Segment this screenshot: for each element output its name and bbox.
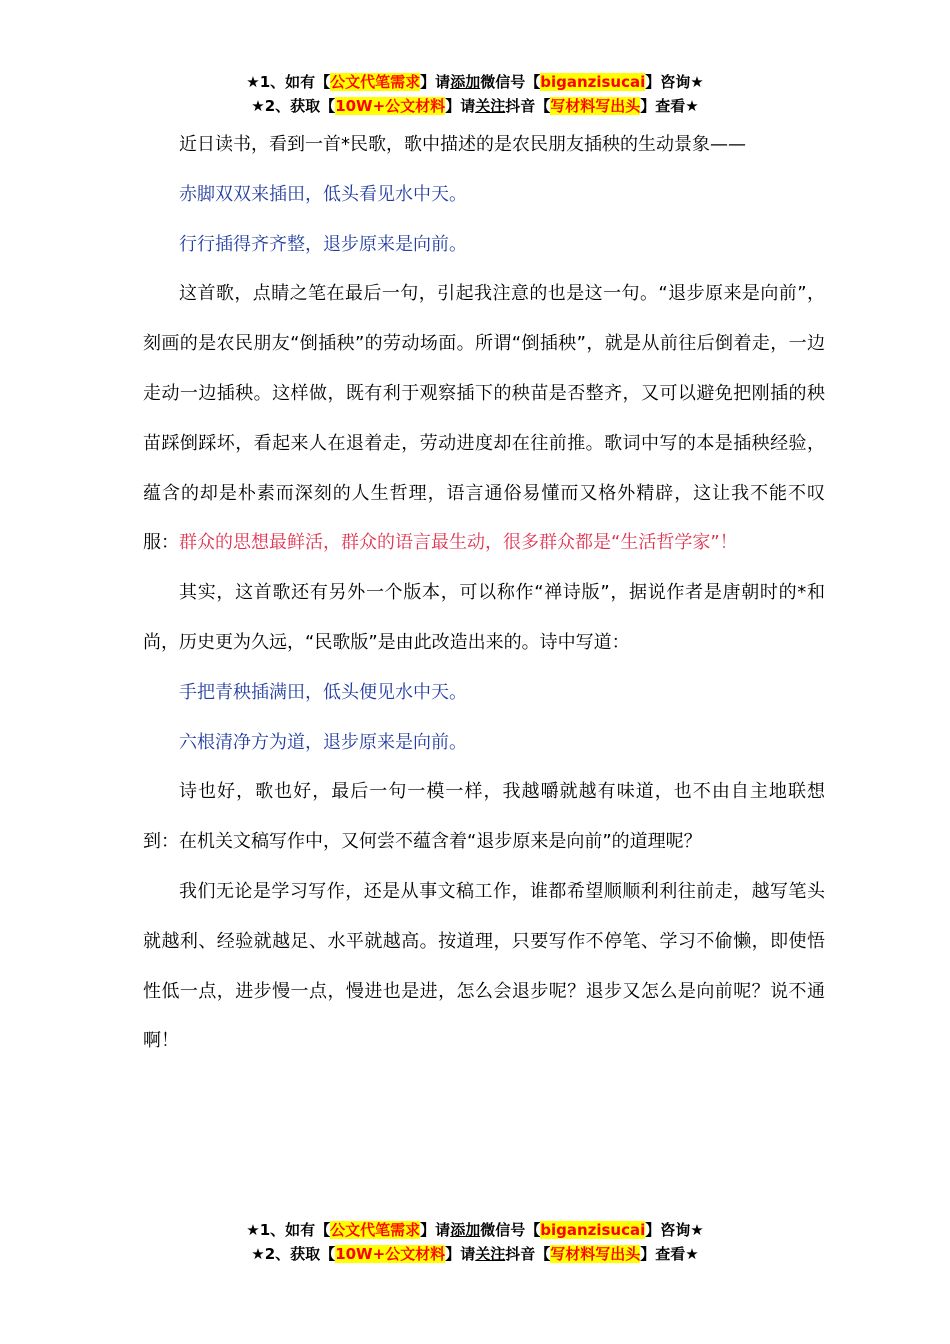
bottom-banner <box>0 1218 950 1266</box>
highlight-materials: 10W+公文材料 <box>335 1245 446 1263</box>
poem-line-1: 赤脚双双来插田，低头看见水中天。 <box>179 183 467 205</box>
highlight-materials: 10W+公文材料 <box>335 97 446 115</box>
paragraph-analysis: 这首歌，点睛之笔在最后一句，引起我注意的也是这一句。“退步原来是向前”，刻画的是农民朋友“倒插秧”的劳动场面。所谓“倒插秧”，就是从前往后倒着走，一边走动一边插秧。这样做，既有利于观察插下的秧苗是否整齐，又可以避免把刚插的秧苗踩倒踩坏，看起来人在退着走，劳动进度却在往前推。歌词中写的本是插秧经验，蕴含的却是朴素而深刻的人生哲理，语言通俗易懂而又格外精辟，这让我不能不叹服：群众的思想最鲜活，群众的语言最生动，很多群众都是“生活哲学家”！ <box>143 283 825 554</box>
poem-line-2: 行行插得齐齐整，退步原来是向前。 <box>179 233 467 255</box>
highlight-service: 公文代笔需求 <box>330 1221 421 1239</box>
zen-poem-line-2: 六根清净方为道，退步原来是向前。 <box>179 731 467 753</box>
zen-poem-line-1: 手把青秧插满田，低头便见水中天。 <box>179 681 467 703</box>
emphasis-text: 群众的思想最鲜活，群众的语言最生动，很多群众都是“生活哲学家”！ <box>179 532 738 554</box>
top-banner <box>0 70 950 118</box>
article-body <box>143 120 825 1066</box>
banner-line-1: ★1、如有【公文代笔需求】请添加微信号【biganzisucai】咨询★ <box>246 73 704 91</box>
highlight-douyin: 写材料写出头 <box>550 97 641 115</box>
highlight-wechat-id: biganzisucai <box>540 1221 646 1239</box>
highlight-douyin: 写材料写出头 <box>550 1245 641 1263</box>
banner-line-1: ★1、如有【公文代笔需求】请添加微信号【biganzisucai】咨询★ <box>246 1221 704 1239</box>
highlight-wechat-id: biganzisucai <box>540 73 646 91</box>
paragraph-writing: 我们无论是学习写作，还是从事文稿工作，谁都希望顺顺利利往前走，越写笔头就越利、经验就越足、水平就越高。按道理，只要写作不停笔、学习不偷懒，即使悟性低一点，进步慢一点，慢进也是进，怎么会退步呢？退步又怎么是向前呢？说不通啊！ <box>143 880 825 1052</box>
highlight-service: 公文代笔需求 <box>330 73 421 91</box>
banner-line-2: ★2、获取【10W+公文材料】请关注抖音【写材料写出头】查看★ <box>251 97 699 115</box>
banner-line-2: ★2、获取【10W+公文材料】请关注抖音【写材料写出头】查看★ <box>251 1245 699 1263</box>
paragraph-reflection: 诗也好，歌也好，最后一句一模一样，我越嚼就越有味道，也不由自主地联想到：在机关文稿写作中，又何尝不蕴含着“退步原来是向前”的道理呢？ <box>143 781 825 853</box>
paragraph-zen-version: 其实，这首歌还有另外一个版本，可以称作“禅诗版”，据说作者是唐朝时的*和尚，历史更为久远，“民歌版”是由此改造出来的。诗中写道： <box>143 582 825 653</box>
paragraph-intro: 近日读书，看到一首*民歌，歌中描述的是农民朋友插秧的生动景象—— <box>179 134 746 155</box>
